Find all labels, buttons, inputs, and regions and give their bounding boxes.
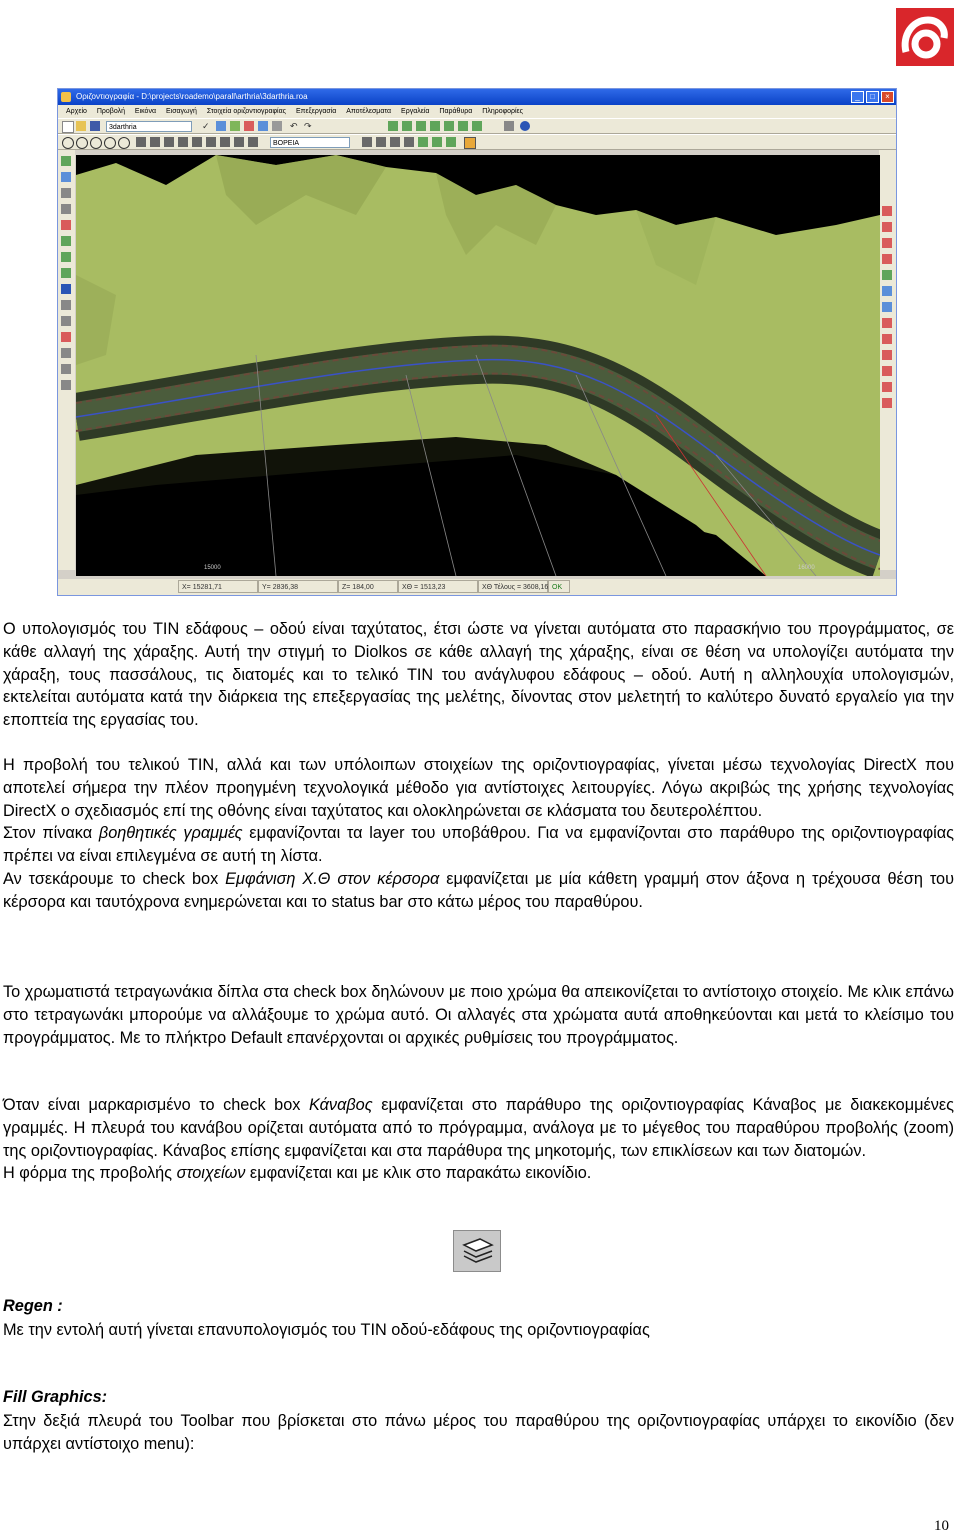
tool-icon[interactable] — [472, 121, 482, 131]
side-tool-icon[interactable] — [61, 316, 71, 326]
side-tool-icon[interactable] — [61, 332, 71, 342]
paragraph-elements-form: Η φόρμα της προβολής στοιχείων εμφανίζεται και με κλικ στο παρακάτω εικονίδιο. — [3, 1164, 592, 1183]
side-tool-icon[interactable] — [882, 270, 892, 280]
tool-icon[interactable] — [244, 121, 254, 131]
zoom-previous-icon[interactable] — [118, 137, 130, 149]
zoom-out-icon[interactable] — [76, 137, 88, 149]
tool-icon[interactable] — [458, 121, 468, 131]
tool-icon[interactable] — [444, 121, 454, 131]
tool-icon[interactable] — [402, 121, 412, 131]
menu-view[interactable]: Προβολή — [96, 108, 125, 115]
side-tool-icon[interactable] — [61, 236, 71, 246]
paragraph-cursor-chainage: Αν τσεκάρουμε το check box Εμφάνιση Χ.Θ στον κέρσορα εμφανίζεται με μία κάθετη γραμμή στον άξονα η τρέχουσα θέση του κέρσορα και ταυτόχρονα ενημερώνεται και το status bar στο κάτω μέρος του παραθύρου. — [3, 869, 954, 911]
company-logo — [896, 8, 954, 66]
side-tool-icon[interactable] — [882, 334, 892, 344]
side-tool-icon[interactable] — [882, 238, 892, 248]
page-number: 10 — [934, 1518, 949, 1534]
new-file-icon[interactable] — [62, 121, 74, 133]
paragraph-directx: Η προβολή του τελικού TIN, αλλά και των υπόλοιπων στοιχείων της οριζοντιογραφίας, γίνεται μέσω τεχνολογίας DirectX που αποτελεί σήμερα την πλέον προηγμένη τεχνολογικά μέθοδο για αντίστοιχες λειτουργίες. Λόγω ακριβώς της χρήσης τεχνολογίας DirectX ο σχεδιασμός επί της οθόνης είναι ταχύτατος και ολοκληρώνεται σε κλάσματα του δευτερολέπτου. Στον πίνακα βοηθητικές γραμμές εμφανίζονται τα layer του υποβάθρου. Για να εμφανίζονται στο παράθυρο της οριζοντιογραφίας πρέπει να είναι επιλεγμένα σε αυτή τη λίστα. Αν τσεκάρουμε το check box Εμφάνιση Χ.Θ στον κέρσορα εμφανίζεται με μία κάθετη γραμμή στον άξονα η τρέχουσα θέση του κέρσορα και ταυτόχρονα ενημερώνεται και το status bar στο κάτω μέρος του παραθύρου. — [3, 754, 954, 914]
side-tool-icon[interactable] — [882, 206, 892, 216]
zoom-in-icon[interactable] — [62, 137, 74, 149]
menu-insert[interactable]: Εισαγωγή — [165, 108, 197, 115]
redo-icon[interactable]: ↷ — [304, 121, 312, 131]
info-icon[interactable] — [520, 121, 530, 131]
left-toolbar — [58, 150, 75, 570]
app-window-screenshot — [57, 88, 897, 596]
layers-icon — [453, 1230, 501, 1272]
side-tool-icon[interactable] — [61, 268, 71, 278]
undo-icon[interactable]: ↶ — [290, 121, 298, 131]
side-tool-icon[interactable] — [882, 350, 892, 360]
close-button[interactable]: × — [881, 91, 894, 103]
side-tool-icon[interactable] — [61, 220, 71, 230]
menu-elements[interactable]: Στοιχεία οριζοντιογραφίας — [206, 108, 287, 115]
side-tool-icon[interactable] — [882, 398, 892, 408]
tool-icon[interactable] — [446, 137, 456, 147]
paragraph-grid: Όταν είναι μαρκαρισμένο το check box Κάναβος εμφανίζεται στο παράθυρο της οριζοντιογραφίας Κάναβος με διακεκομμένες γραμμές. Η πλευρά του κανάβου ορίζεται αυτόματα από το πρόγραμμα, ανάλογα με το μέγεθος του παραθύρου προβολής (zoom) της οριζοντιογραφίας. Κάναβος επίσης εμφανίζεται και στα παράθυρα της μηκοτομής, των επικλίσεων και των διατομών. Η φόρμα της προβολής στοιχείων εμφανίζεται και με κλικ στο παρακάτω εικονίδιο. — [3, 1094, 954, 1185]
menu-edit[interactable]: Επεξεργασία — [295, 108, 337, 115]
print-icon[interactable] — [504, 121, 514, 131]
direction-select[interactable]: ΒΟΡΕΙΑ — [270, 137, 350, 148]
regen-heading: Regen : — [3, 1297, 63, 1315]
side-tool-icon[interactable] — [61, 348, 71, 358]
menu-bar — [58, 105, 896, 118]
side-tool-icon[interactable] — [61, 284, 71, 294]
layer-select[interactable]: 3darthria — [106, 121, 192, 132]
side-tool-icon[interactable] — [61, 172, 71, 182]
toolbar-zoom — [58, 134, 896, 150]
tool-icon[interactable] — [390, 137, 400, 147]
tool-icon[interactable] — [418, 137, 428, 147]
status-chainage-end: XΘ Τέλους = 3608,16 — [478, 580, 548, 593]
rotate-icon[interactable] — [150, 137, 160, 147]
side-tool-icon[interactable] — [882, 366, 892, 376]
window-title: Οριζοντιογραφία - D:\projects\roademo\parall\arthria\3darthria.roa — [76, 92, 308, 101]
side-tool-icon[interactable] — [882, 302, 892, 312]
save-icon[interactable] — [90, 121, 100, 131]
zoom-window-icon[interactable] — [90, 137, 102, 149]
status-x: X= 15281,71 — [178, 580, 258, 593]
menu-results[interactable]: Αποτέλεσματα — [346, 108, 392, 115]
tool-icon[interactable] — [192, 137, 202, 147]
tool-icon[interactable] — [230, 121, 240, 131]
regen-description: Με την εντολή αυτή γίνεται επανυπολογισμός του TIN οδού-εδάφους της οριζοντιογραφίας — [3, 1321, 650, 1339]
side-tool-icon[interactable] — [882, 222, 892, 232]
app-icon — [61, 92, 71, 102]
3d-terrain-viewport[interactable] — [76, 155, 880, 576]
side-tool-icon[interactable] — [882, 254, 892, 264]
tool-icon[interactable] — [416, 121, 426, 131]
right-toolbar — [879, 150, 896, 570]
side-tool-icon[interactable] — [61, 156, 71, 166]
tool-icon[interactable] — [164, 137, 174, 147]
tool-icon[interactable] — [404, 137, 414, 147]
side-tool-icon[interactable] — [882, 318, 892, 328]
tool-icon[interactable] — [432, 137, 442, 147]
tool-icon[interactable] — [234, 137, 244, 147]
menu-windows[interactable]: Παράθυρα — [439, 108, 473, 115]
tool-icon[interactable] — [248, 137, 258, 147]
side-tool-icon[interactable] — [882, 286, 892, 296]
status-chainage: XΘ = 1513,23 — [398, 580, 478, 593]
paragraph-helper-lines: Στον πίνακα βοηθητικές γραμμές εμφανίζονται τα layer του υποβάθρου. Για να εμφανίζονται στο παράθυρο της οριζοντιογραφίας πρέπει να είναι επιλεγμένα σε αυτή τη λίστα. — [3, 824, 954, 866]
tool-icon[interactable] — [220, 137, 230, 147]
fill-graphics-description: Στην δεξιά πλευρά του Toolbar που βρίσκεται στο πάνω μέρος του παραθύρου της οριζοντιογραφίας υπάρχει το εικονίδιο (δεν υπάρχει αντίστοιχο menu): — [3, 1412, 954, 1453]
tool-icon[interactable] — [258, 121, 268, 131]
tool-icon[interactable] — [216, 121, 226, 131]
minimize-button[interactable]: _ — [851, 91, 864, 103]
zoom-extents-icon[interactable] — [104, 137, 116, 149]
menu-file[interactable]: Αρχείο — [66, 108, 87, 115]
axis-label-15000: 15000 — [204, 565, 221, 571]
toolbar-top — [58, 118, 896, 134]
side-tool-icon[interactable] — [61, 252, 71, 262]
tool-icon[interactable] — [178, 137, 188, 147]
tool-icon[interactable] — [272, 121, 282, 131]
side-tool-icon[interactable] — [61, 380, 71, 390]
tool-icon[interactable] — [362, 137, 372, 147]
maximize-button[interactable]: □ — [866, 91, 879, 103]
menu-info[interactable]: Πληροφορίες — [482, 108, 524, 115]
menu-image[interactable]: Εικόνα — [134, 108, 157, 115]
terrain-render — [76, 155, 880, 576]
menu-tools[interactable]: Εργαλεία — [401, 108, 430, 115]
status-z: Z= 184,00 — [338, 580, 398, 593]
axis-label-16000: 16000 — [798, 565, 815, 571]
side-tool-icon[interactable] — [61, 188, 71, 198]
window-titlebar — [58, 89, 896, 105]
pan-icon[interactable] — [136, 137, 146, 147]
check-icon[interactable]: ✓ — [202, 121, 210, 131]
fill-graphics-heading: Fill Graphics: — [3, 1388, 108, 1406]
side-tool-icon[interactable] — [882, 382, 892, 392]
status-ok: OK — [548, 580, 570, 593]
side-tool-icon[interactable] — [61, 204, 71, 214]
fill-graphics-icon[interactable] — [464, 137, 476, 149]
tool-icon[interactable] — [430, 121, 440, 131]
tool-icon[interactable] — [388, 121, 398, 131]
status-y: Y= 2836,38 — [258, 580, 338, 593]
tool-icon[interactable] — [206, 137, 216, 147]
side-tool-icon[interactable] — [61, 300, 71, 310]
paragraph-tin-calculation: Ο υπολογισμός του TIN εδάφους – οδού είναι ταχύτατος, έτσι ώστε να γίνεται αυτόματα στο παρασκήνιο του προγράμματος, σε κάθε αλλαγή της χάραξης. Αυτή την στιγμή το Diolkos σε κάθε αλλαγή της χάραξης, είναι σε θέση να υπολογίζει αυτόματα την χάραξη, τους πασσάλους, τις διατομές και το τελικό TIN του ανάγλυφου εδάφους – οδού. Αυτή η αλληλουχία υπολογισμών, εκτελείται αυτόματα κατά την διάρκεια της επεξεργασίας της μελέτης, δίνοντας στον μελετητή το καλύτερο δυνατό εργαλείο για την εποπτεία της εργασίας του. — [3, 620, 954, 730]
paragraph-colors: Το χρωματιστά τετραγωνάκια δίπλα στα check box δηλώνουν με ποιο χρώμα θα απεικονίζεται το αντίστοιχο στοιχείο. Με κλικ επάνω στο τετραγωνάκι μπορούμε να αλλάξουμε το χρώμα αυτό. Οι αλλαγές στα χρώματα αυτά αποθηκεύονται και μετά το κλείσιμο του προγράμματος. Με το πλήκτρο Default επανέρχονται οι αρχικές ρυθμίσεις του προγράμματος. — [3, 983, 954, 1047]
status-bar — [58, 579, 896, 595]
tool-icon[interactable] — [376, 137, 386, 147]
side-tool-icon[interactable] — [61, 364, 71, 374]
open-folder-icon[interactable] — [76, 121, 86, 131]
